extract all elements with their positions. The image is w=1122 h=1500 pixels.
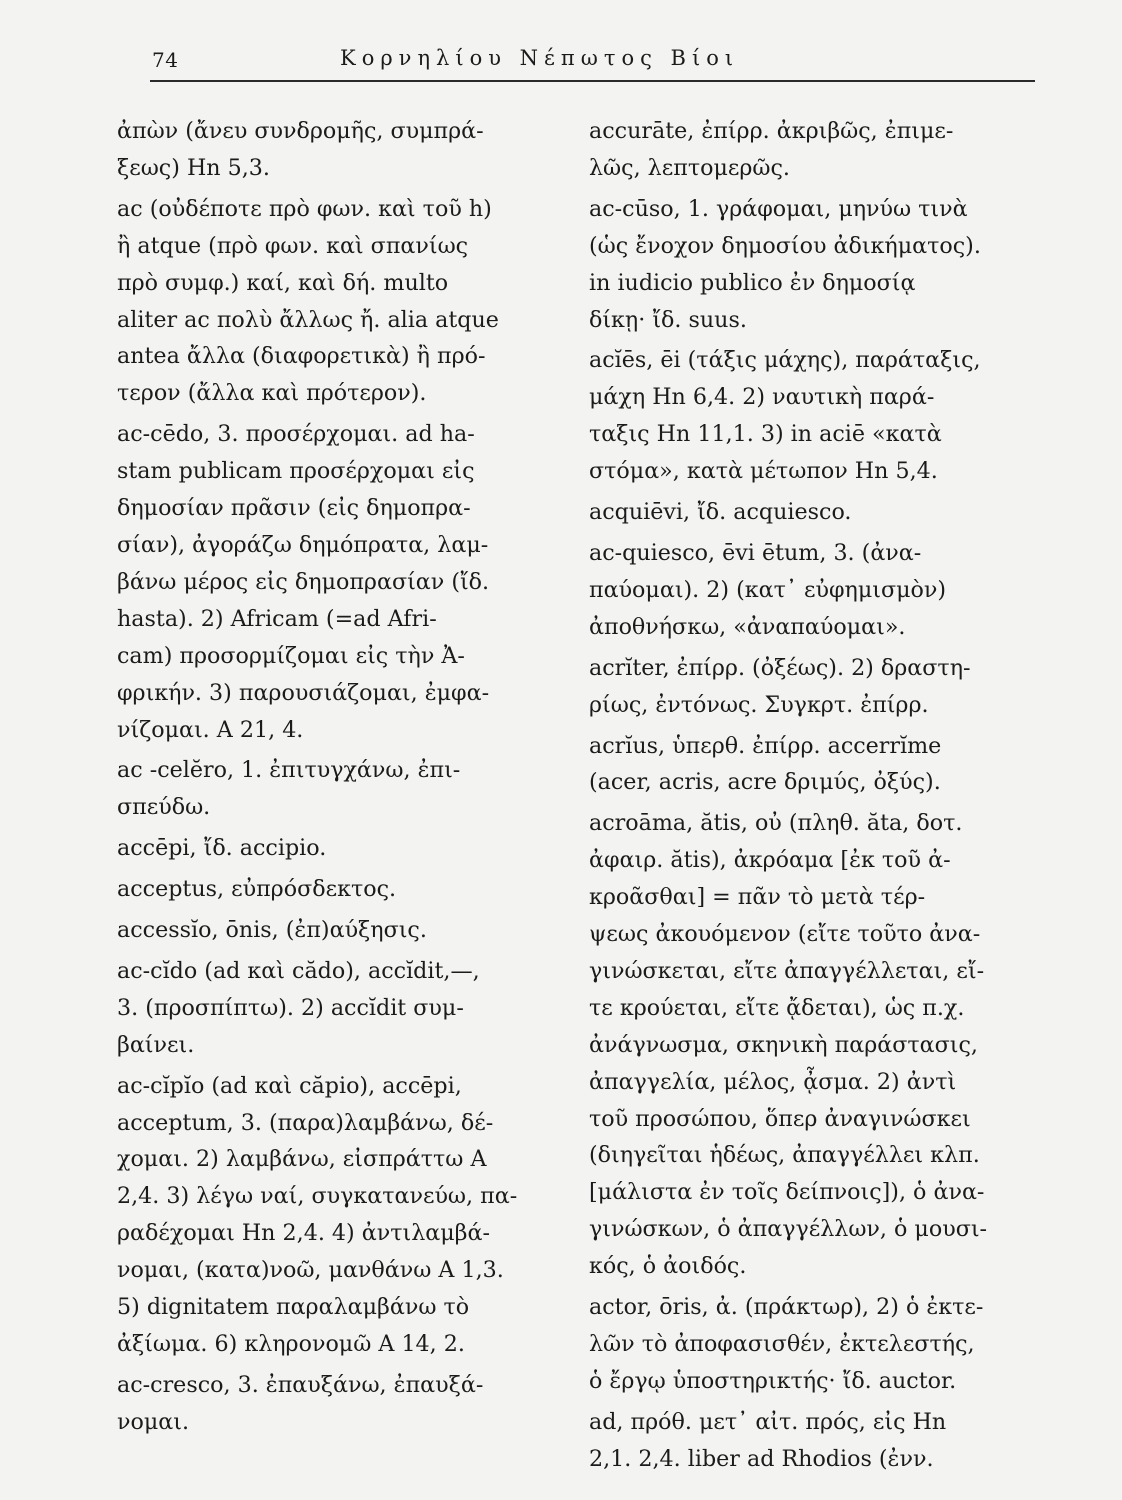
dictionary-entry: [589, 805, 1044, 1285]
left-column: [117, 113, 572, 1441]
entry-line: acrĭus, ὑπερθ. ἐπίρρ. accerrĭme: [589, 732, 942, 759]
entry-line: acceptum, 3. (παρα)λαμβάνω, δέ-: [117, 1109, 494, 1136]
entry-line: ψεως ἀκουόμενον (εἴτε τοῦτο ἀνα-: [589, 921, 981, 948]
entry-line: ὁ ἔργῳ ὑποστηρικτής· ἴδ. auctor.: [589, 1367, 957, 1394]
dictionary-entry: [117, 912, 572, 949]
entry-line: 2,4. 3) λέγω ναί, συγκατανεύω, πα-: [117, 1183, 518, 1210]
dictionary-entry: [589, 494, 1044, 531]
entry-line: [μάλιστα ἐν τοῖς δείπνοις]), ὁ ἀνα-: [589, 1179, 985, 1206]
entry-line: σπεύδω.: [117, 794, 211, 821]
entry-line: ad, πρόθ. μετ᾽ αἰτ. πρός, εἰς Hn: [589, 1408, 947, 1435]
entry-line: acroāma, ătis, οὐ (πληθ. ăta, δοτ.: [589, 810, 963, 837]
entry-line: βάνω μέρος εἰς δημοπρασίαν (ἴδ.: [117, 568, 490, 595]
entry-line: 5) dignitatem παραλαμβάνω τὸ: [117, 1294, 470, 1321]
entry-line: ac-cĭdo (ad καὶ cădo), accĭdit,—,: [117, 957, 480, 984]
dictionary-entry: [589, 650, 1044, 724]
dictionary-entry: [589, 535, 1044, 646]
entry-line: λῶν τὸ ἀποφασισθέν, ἐκτελεστής,: [589, 1331, 975, 1357]
right-column: [589, 113, 1044, 1478]
entry-line: ac-cēdo, 3. προσέρχομαι. ad ha-: [117, 421, 475, 448]
entry-line: νομαι.: [117, 1408, 190, 1435]
entry-line: παύομαι). 2) (κατ᾽ εὐφημισμὸν): [589, 576, 947, 603]
entry-line: acĭēs, ēi (τάξις μάχης), παράταξις,: [589, 347, 981, 374]
header-rule: [150, 80, 1035, 82]
entry-line: μάχη Hn 6,4. 2) ναυτικὴ παρά-: [589, 384, 935, 411]
entry-line: accurāte, ἐπίρρ. ἀκριβῶς, ἐπιμε-: [589, 118, 954, 144]
entry-line: δημοσίαν πρᾶσιν (εἰς δημοπρα-: [117, 495, 471, 522]
entry-line: actor, ōris, ἀ. (πράκτωρ), 2) ὁ ἐκτε-: [589, 1294, 984, 1321]
dictionary-entry: [117, 752, 572, 826]
entry-line: ac-cresco, 3. ἐπαυξάνω, ἐπαυξά-: [117, 1371, 484, 1398]
entry-line: acquiēvi, ἴδ. acquiesco.: [589, 499, 852, 526]
entry-line: (διηγεῖται ἡδέως, ἀπαγγέλλει κλπ.: [589, 1142, 980, 1169]
dictionary-entry: [589, 728, 1044, 802]
entry-line: ἀπὼν (ἄνευ συνδρομῆς, συμπρά-: [117, 118, 484, 144]
entry-line: antea ἄλλα (διαφορετικὰ) ἢ πρό-: [117, 343, 486, 370]
entry-line: νίζομαι. A 21, 4.: [117, 716, 304, 743]
running-title: Κορνηλίου Νέπωτος Βίοι: [340, 46, 740, 70]
dictionary-entry: [117, 953, 572, 1064]
entry-line: 2,1. 2,4. liber ad Rhodios (ἐνν.: [589, 1445, 934, 1472]
entry-line: stam publicam προσέρχομαι εἰς: [117, 458, 475, 485]
entry-line: ἀφαιρ. ătis), ἀκρόαμα [ἐκ τοῦ ἀ-: [589, 847, 951, 874]
entry-line: ac-cūso, 1. γράφομαι, μηνύω τινὰ: [589, 195, 968, 222]
page-header: [150, 44, 1035, 84]
entry-line: ἀπαγγελία, μέλος, ᾆσμα. 2) ἀντὶ: [589, 1068, 957, 1095]
entry-line: accēpi, ἴδ. accipio.: [117, 835, 327, 862]
entry-line: ac-quiesco, ēvi ētum, 3. (ἀνα-: [589, 539, 922, 566]
dictionary-entry: [589, 113, 1044, 187]
entry-line: ραδέχομαι Hn 2,4. 4) ἀντιλαμβά-: [117, 1220, 490, 1247]
entry-line: ρίως, ἐντόνως. Συγκρτ. ἐπίρρ.: [589, 691, 929, 718]
entry-line: κροᾶσθαι] = πᾶν τὸ μετὰ τέρ-: [589, 884, 926, 911]
entry-line: acrĭter, ἐπίρρ. (ὀξέως). 2) δραστη-: [589, 654, 971, 681]
entry-line: ταξις Hn 11,1. 3) in aciē «κατὰ: [589, 421, 942, 448]
entry-line: στόμα», κατὰ μέτωπον Hn 5,4.: [589, 458, 938, 485]
entry-line: κός, ὁ ἀοιδός.: [589, 1253, 747, 1280]
entry-line: γινώσκεται, εἴτε ἀπαγγέλλεται, εἴ-: [589, 957, 985, 984]
entry-line: aliter ac πολὺ ἄλλως ἤ. alia atque: [117, 306, 499, 333]
dictionary-entry: [117, 191, 572, 412]
entry-line: (acer, acris, acre δριμύς, ὀξύς).: [589, 769, 941, 796]
entry-line: 3. (προσπίπτω). 2) accĭdit συμ-: [117, 994, 464, 1021]
dictionary-entry: [117, 830, 572, 867]
entry-line: acceptus, εὐπρόσδεκτος.: [117, 876, 397, 903]
entry-line: βαίνει.: [117, 1031, 195, 1058]
dictionary-entry: [117, 1367, 572, 1441]
dictionary-entry: [589, 191, 1044, 339]
dictionary-entry: [589, 1289, 1044, 1400]
entry-line: γινώσκων, ὁ ἀπαγγέλλων, ὁ μουσι-: [589, 1216, 988, 1243]
entry-line: τερον (ἄλλα καὶ πρότερον).: [117, 380, 427, 407]
entry-line: πρὸ συμφ.) καί, καὶ δή. multo: [117, 269, 449, 296]
entry-line: ἢ atque (πρὸ φων. καὶ σπανίως: [117, 232, 469, 259]
page-number: 74: [152, 48, 179, 72]
entry-line: δίκῃ· ἴδ. suus.: [589, 306, 747, 333]
entry-line: ἀποθνήσκω, «ἀναπαύομαι».: [589, 613, 906, 640]
entry-line: ac (οὐδέποτε πρὸ φων. καὶ τοῦ h): [117, 195, 492, 222]
dictionary-entry: [117, 113, 572, 187]
entry-line: τοῦ προσώπου, ὅπερ ἀναγινώσκει: [589, 1105, 971, 1132]
entry-line: accessĭo, ōnis, (ἐπ)αύξησις.: [117, 917, 427, 944]
entry-line: νομαι, (κατα)νοῶ, μανθάνω A 1,3.: [117, 1257, 504, 1284]
entry-line: hasta). 2) Africam (=ad Afri-: [117, 605, 437, 632]
dictionary-entry: [589, 342, 1044, 490]
entry-line: λῶς, λεπτομερῶς.: [589, 154, 790, 181]
entry-line: φρικήν. 3) παρουσιάζομαι, ἐμφα-: [117, 679, 490, 706]
entry-line: in iudicio publico ἐν δημοσίᾳ: [589, 269, 916, 296]
entry-line: σίαν), ἀγοράζω δημόπρατα, λαμ-: [117, 531, 489, 558]
entry-line: ξεως) Hn 5,3.: [117, 154, 270, 181]
entry-line: cam) προσορμίζομαι εἰς τὴν Ἀ-: [117, 642, 465, 669]
dictionary-entry: [117, 871, 572, 908]
entry-line: ac -celĕro, 1. ἐπιτυγχάνω, ἐπι-: [117, 757, 461, 784]
entry-line: (ὡς ἔνοχον δημοσίου ἀδικήματος).: [589, 232, 981, 259]
dictionary-entry: [117, 416, 572, 748]
dictionary-entry: [117, 1068, 572, 1363]
entry-line: ac-cĭpĭo (ad καὶ căpio), accēpi,: [117, 1072, 462, 1099]
entry-line: ἀξίωμα. 6) κληρονομῶ A 14, 2.: [117, 1331, 465, 1357]
dictionary-entry: [589, 1404, 1044, 1478]
entry-line: χομαι. 2) λαμβάνω, εἰσπράττω A: [117, 1146, 487, 1173]
entry-line: τε κρούεται, εἴτε ᾄδεται), ὡς π.χ.: [589, 994, 965, 1021]
entry-line: ἀνάγνωσμα, σκηνικὴ παράστασις,: [589, 1031, 978, 1058]
